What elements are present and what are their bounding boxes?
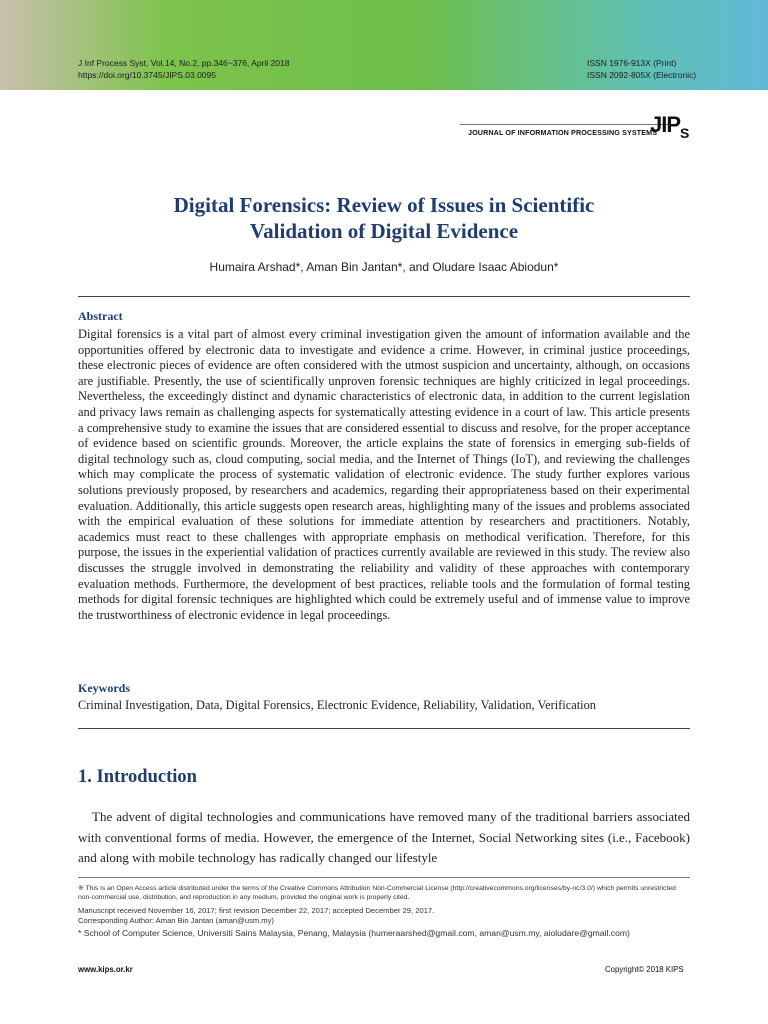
doi-link[interactable]: https://doi.org/10.3745/JIPS.03.0095	[78, 70, 216, 80]
issn-print: ISSN 1976-913X (Print)	[587, 58, 677, 68]
license-note: ※ This is an Open Access article distributed under the terms of the Creative Commons Attribution Non-Commercial License (http://creativecommons.org/licenses/by-nc/3.0/) which permits unrestricted non-commercial use, distribution, and reproduction in any medium, provided the original work is properly cited.	[78, 885, 676, 901]
citation-block	[78, 57, 289, 81]
website-link[interactable]: www.kips.or.kr	[78, 965, 133, 974]
journal-name: JOURNAL OF INFORMATION PROCESSING SYSTEMS	[468, 128, 658, 137]
keywords-text: Criminal Investigation, Data, Digital Forensics, Electronic Evidence, Reliability, Validation, Verification	[78, 698, 596, 712]
logo-main: JIP	[650, 112, 681, 137]
manuscript-dates: Manuscript received November 16, 2017; first revision December 22, 2017; accepted December 29, 2017.	[78, 906, 435, 915]
authors: Humaira Arshad*, Aman Bin Jantan*, and Oludare Isaac Abiodun*	[209, 260, 559, 274]
issn-block	[587, 57, 696, 81]
citation: J Inf Process Syst, Vol.14, No.2, pp.346~376, April 2018	[78, 58, 290, 68]
abstract-text: Digital forensics is a vital part of almost every criminal investigation given the amount of information available and the opportunities offered by electronic data to investigate and evidence a crime. However, in criminal justice proceedings, these electronic pieces of evidence are often considered with the utmost suspicion and uncertainty, although, on occasions are justifiable. Presently, the use of scientifically unproven forensic techniques are highly criticized in legal proceedings. Nevertheless, the exceedingly distinct and dynamic characteristics of electronic data, in addition to the current legislation and privacy laws remain as challenging aspects for systematically attesting evidence in a court of law. This article presents a comprehensive study to examine the issues that are considered essential to discuss and resolve, for the proper acceptance of evidence based on scientific grounds. Moreover, the article explains the state of forensics in emerging sub-fields of digital technology such as, cloud computing, social media, and the Internet of Things (IoT), and reviewing the challenges which may complicate the process of systematic validation of electronic evidence. The study further explores various solutions previously proposed, by researchers and academics, regarding their appropriateness based on their experimental evaluation. Additionally, this article suggests open research areas, highlighting many of the issues and problems associated with the empirical evaluation of these solutions for immediate attention by researchers and practitioners. Notably, academics must react to these challenges with appropriate emphasis on methodical verification. Therefore, for this purpose, the issues in the experiential validation of practices currently available are reviewed in this study. The review also discusses the struggle involved in demonstrating the reliability and validity of these approaches with contemporary evaluation methods. Furthermore, the development of best practices, reliable tools and the formulation of formal testing methods for digital forensic techniques are highlighted which could be extremely useful and of immense value to improve the trustworthiness of electronic evidence in legal proceedings.	[78, 327, 690, 622]
intro-paragraph: The advent of digital technologies and communications have removed many of the traditional barriers associated with conventional forms of media. However, the emergence of the Internet, Social Networking sites (i.e., Facebook) and along with mobile technology has radically changed our lifestyle	[78, 809, 690, 865]
keywords-label: Keywords	[78, 681, 130, 695]
affiliation: * School of Computer Science, Universiti Sains Malaysia, Penang, Malaysia (humeraarshed@gmail.com, aman@usm.my, aioludare@gmail.com)	[78, 928, 630, 938]
copyright: Copyright© 2018 KIPS	[605, 965, 684, 974]
section-title: 1. Introduction	[78, 767, 197, 787]
logo-sub: S	[680, 125, 689, 141]
title-line-2: Validation of Digital Evidence	[249, 219, 519, 243]
title-line-1: Digital Forensics: Review of Issues in Scientific	[173, 193, 595, 217]
corresponding-author: Corresponding Author: Aman Bin Jantan (aman@usm.my)	[78, 916, 274, 925]
paper-title	[78, 192, 690, 244]
divider	[78, 728, 690, 729]
footnote-divider	[78, 877, 690, 878]
divider	[78, 296, 690, 297]
abstract-label: Abstract	[78, 309, 123, 323]
jips-logo	[650, 112, 689, 141]
issn-electronic: ISSN 2092-805X (Electronic)	[587, 70, 697, 80]
